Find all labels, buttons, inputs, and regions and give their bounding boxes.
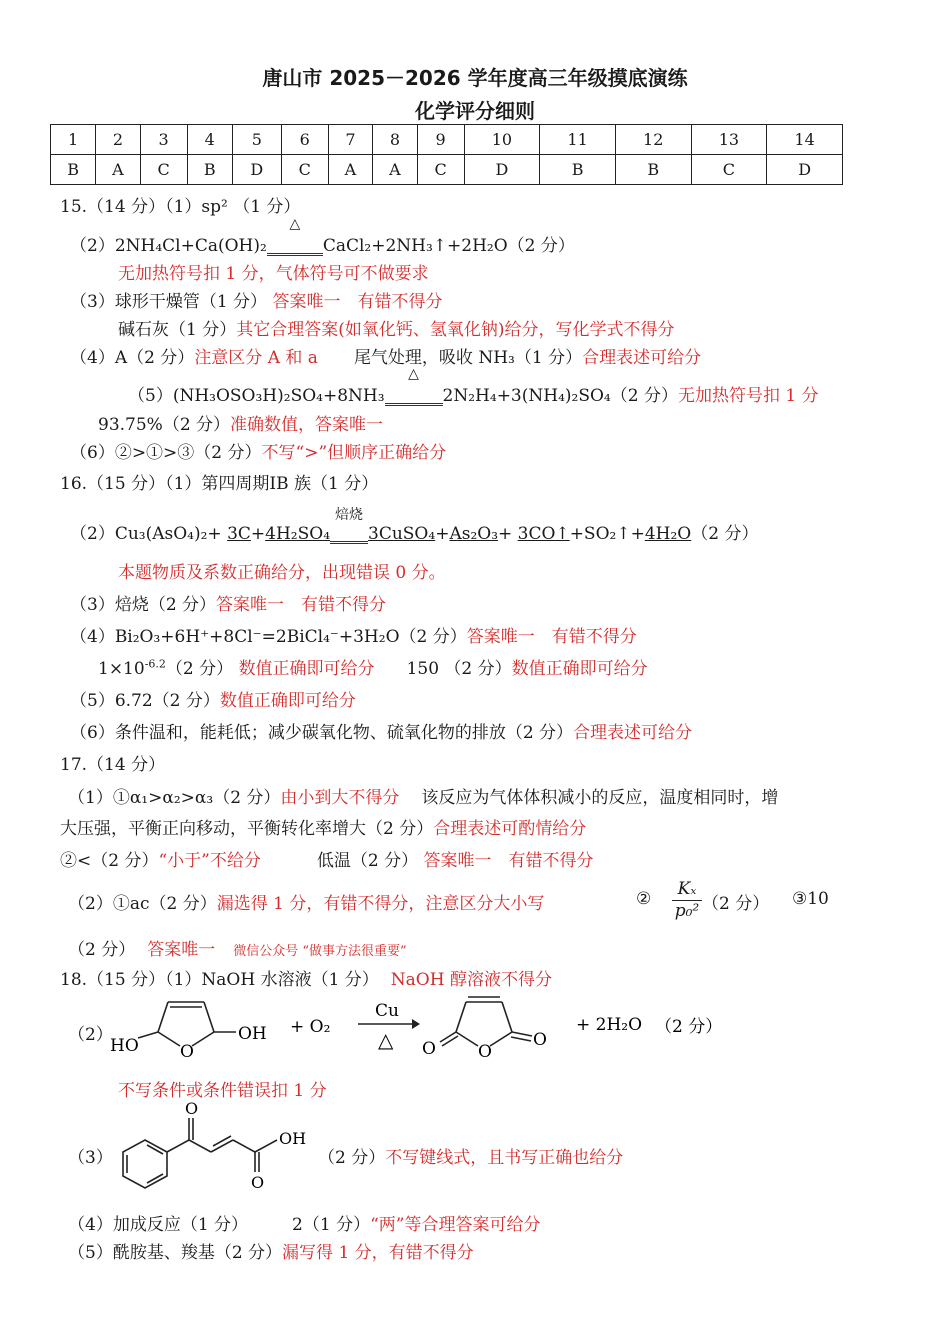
q17-fraction-numerator: Kₓ [672, 879, 702, 901]
q16-note-2: 本题物质及系数正确给分，出现错误 0 分。 [118, 563, 446, 583]
q18-structure-3 [105, 1100, 325, 1195]
q16-eq-as2o3: As₂O₃ [449, 524, 499, 544]
answer-cell: B [615, 155, 691, 185]
answer-cell: A [328, 155, 372, 185]
reactant-ring-oxygen: O [180, 1042, 194, 1062]
q16-answer-5: （5）6.72（2 分） [70, 691, 220, 711]
q18-answer-5: （5）酰胺基、羧基（2 分） [68, 1243, 283, 1263]
q15-note-2: 无加热符号扣 1 分，气体符号可不做要求 [118, 264, 429, 284]
q18-label-2: （2） [68, 1025, 113, 1045]
q16-line-4 [70, 622, 637, 647]
q16-eq-plus: + [435, 524, 450, 544]
plus-o2: + O₂ [290, 1017, 331, 1037]
q17-fraction-denominator: p₀² [674, 901, 700, 921]
q18-score-3: （2 分） [318, 1148, 386, 1168]
q16-note-4: 答案唯一 有错不得分 [466, 627, 637, 647]
q16-eq-part: （2）Cu₃(AsO₄)₂+ [70, 524, 228, 544]
q17-score-2-3: （2 分） [68, 940, 136, 960]
q18-line-1 [60, 965, 552, 990]
q15-answer-4a: （4）A（2 分） [70, 348, 195, 368]
page-title: 唐山市 2025－2026 学年度高三年级摸底演练 [262, 66, 688, 90]
s3-carbonyl-oxygen: O [251, 1173, 265, 1192]
q17-answer-2: ②<（2 分） [60, 851, 159, 871]
q16-note-5: 数值正确即可给分 [219, 691, 356, 711]
q16-line-3 [70, 590, 386, 615]
answer-cell: D [767, 155, 843, 185]
reactant-ho-label: HO [110, 1036, 139, 1056]
q15-line-1: 15.（14 分）（1）sp² （1 分） [60, 197, 301, 217]
q16-note-4b: 数值正确即可给分 [238, 659, 375, 679]
q16-eq-plus: + [498, 524, 518, 544]
q17-line-5 [68, 889, 544, 914]
answer-cell: C [417, 155, 464, 185]
q16-answer-3: （3）焙烧（2 分） [70, 595, 217, 615]
answer-table-answer-row [51, 155, 843, 185]
answer-table-number-row [51, 125, 843, 155]
q15-note-5b: 准确数值，答案唯一 [230, 415, 384, 435]
question-number-cell: 13 [691, 125, 767, 155]
q15-answer-3b: 碱石灰（1 分） [118, 320, 237, 340]
q17-line-2 [68, 783, 778, 808]
q16-condition-text: 焙烧 [335, 507, 364, 523]
q18-note-2: 不写条件或条件错误扣 1 分 [118, 1081, 327, 1101]
product-carbonyl-oxygen-right: O [533, 1030, 547, 1050]
reactant-oh-label: OH [238, 1024, 267, 1044]
heat-triangle-icon: △ [408, 366, 419, 382]
q17-answer-3: 低温（2 分） [316, 851, 419, 871]
q15-note-4a: 注意区分 A 和 a [194, 348, 318, 368]
q17-answer-2-1: （2）①ac（2 分） [68, 894, 217, 914]
answer-cell: D [232, 155, 281, 185]
q16-line-2 [70, 507, 759, 544]
q15-note-3: 答案唯一 有错不得分 [272, 292, 443, 312]
q15-line-6 [70, 438, 446, 463]
answer-table [50, 124, 843, 185]
question-number-cell: 6 [281, 125, 328, 155]
q17-note-4: 答案唯一 有错不得分 [423, 851, 594, 871]
q17-note-2: 合理表述可酌情给分 [433, 819, 587, 839]
page-subtitle: 化学评分细则 [415, 99, 535, 123]
question-number-cell: 1 [51, 125, 96, 155]
q15-eq5-heat-condition [385, 366, 443, 406]
answer-cell: D [464, 155, 540, 185]
q15-line-5 [128, 366, 819, 406]
answer-cell: C [691, 155, 767, 185]
q18-line-4 [68, 1210, 540, 1235]
q15-line-5b [98, 410, 383, 435]
q18-line-5 [68, 1238, 474, 1263]
q16-eq-coef-h2o: 4H₂O [644, 524, 692, 544]
question-number-cell: 14 [767, 125, 843, 155]
heat-triangle-icon: △ [378, 1028, 394, 1052]
q15-answer-4b: 尾气处理，吸收 NH₃（1 分） [353, 348, 583, 368]
product-ring-oxygen: O [478, 1042, 492, 1062]
answer-cell: A [373, 155, 417, 185]
heat-triangle-icon: △ [289, 216, 301, 232]
q18-note-1: NaOH 醇溶液不得分 [390, 970, 552, 990]
q16-eq-coef-h2so4: 4H₂SO₄ [265, 524, 331, 544]
question-number-cell: 3 [140, 125, 187, 155]
q16-note-4c: 数值正确即可给分 [511, 659, 648, 679]
q16-line-5 [70, 686, 356, 711]
question-number-cell: 2 [96, 125, 140, 155]
q15-line-2 [70, 216, 575, 256]
q16-answer-4c: 150 （2 分） [406, 659, 512, 679]
q16-line-4b [98, 654, 648, 679]
question-number-cell: 10 [464, 125, 540, 155]
q16-eq-coef-c: 3C [227, 524, 251, 544]
question-number-cell: 9 [417, 125, 464, 155]
q18-answer-4b: 2（1 分） [292, 1215, 371, 1235]
q16-note-6: 合理表述可给分 [573, 723, 693, 743]
q16-roast-condition [330, 507, 368, 544]
answer-cell: B [540, 155, 616, 185]
product-structure [440, 997, 532, 1046]
q16-eq-coef-cuso4: 3CuSO₄ [368, 524, 436, 544]
answer-cell: B [51, 155, 96, 185]
q16-eq-coef-co: 3CO↑ [517, 524, 570, 544]
q15-equation-reactants: （2）2NH₄Cl+Ca(OH)₂ [70, 236, 267, 256]
q17-line-1: 17.（14 分） [60, 755, 166, 775]
q15-line-3 [70, 287, 442, 312]
q17-fraction [672, 879, 702, 921]
q18-note-5: 漏写得 1 分，有错不得分 [282, 1243, 474, 1263]
q16-line-1: 16.（15 分）（1）第四周期IB 族（1 分） [60, 474, 379, 494]
plus-water: + 2H₂O [576, 1015, 643, 1035]
q15-note-5: 无加热符号扣 1 分 [677, 386, 819, 406]
reactant-structure [138, 1002, 236, 1046]
q16-ksp-exponent: -6.2 [144, 657, 166, 671]
q16-eq-so2: +SO₂↑+ [569, 524, 645, 544]
q17-note-3: “小于”不给分 [158, 851, 261, 871]
answer-cell: C [281, 155, 328, 185]
q17-explanation-1: 该反应为气体体积减小的反应，温度相同时，增 [421, 788, 779, 808]
s3-ketone-oxygen: O [185, 1100, 199, 1118]
q18-note-3: 不写键线式，且书写正确也给分 [385, 1148, 624, 1168]
q17-line-4 [60, 846, 594, 871]
question-number-cell: 11 [540, 125, 616, 155]
q15-note-4b: 合理表述可给分 [582, 348, 702, 368]
q18-label-3: （3） [68, 1148, 113, 1168]
q18-score-2: （2 分） [655, 1017, 723, 1037]
question-number-cell: 4 [187, 125, 232, 155]
watermark-text: 微信公众号 “做事方法很重要” [233, 944, 407, 959]
q15-eq5-reactants: （5）(NH₃OSO₃H)₂SO₄+8NH₃ [128, 386, 385, 406]
q15-line-3b [118, 315, 675, 340]
q18-reaction-scheme [100, 990, 860, 1070]
answer-cell: B [187, 155, 232, 185]
q15-line-4 [70, 343, 701, 368]
q15-note-6: 不写“>”但顺序正确给分 [261, 443, 447, 463]
q17-note-6: 答案唯一 [147, 940, 216, 960]
q17-answer-2-2-label: ② [636, 889, 652, 909]
question-number-cell: 5 [232, 125, 281, 155]
q15-note-3b: 其它合理答案(如氧化钙、氢氧化钠)给分，写化学式不得分 [236, 320, 675, 340]
s3-hydroxyl-label: OH [279, 1129, 307, 1148]
q16-answer-4: （4）Bi₂O₃+6H⁺+8Cl⁻=2BiCl₄⁻+3H₂O（2 分） [70, 627, 467, 647]
q17-note-1: 由小到大不得分 [280, 788, 400, 808]
q18-answer-4a: （4）加成反应（1 分） [68, 1215, 249, 1235]
q16-eq-plus: + [250, 524, 266, 544]
q16-answer-6: （6）条件温和，能耗低；减少碳氧化物、硫氧化物的排放（2 分） [70, 723, 574, 743]
q16-line-6 [70, 718, 692, 743]
q17-note-5: 漏选得 1 分，有错不得分，注意区分大小写 [216, 894, 545, 914]
answer-cell: A [96, 155, 140, 185]
q15-answer-6: （6）②>①>③（2 分） [70, 443, 262, 463]
q16-note-3: 答案唯一 有错不得分 [216, 595, 387, 615]
q16-score-4b: （2 分） [165, 659, 234, 679]
q17-answer-1: （1）①α₁>α₂>α₃（2 分） [68, 788, 281, 808]
arrow-condition-cu: Cu [375, 1001, 399, 1021]
q15-answer-5b: 93.75%（2 分） [98, 415, 231, 435]
q18-answer-1: 18.（15 分）（1）NaOH 水溶液（1 分） [60, 970, 379, 990]
q16-eq-score: （2 分） [691, 524, 759, 544]
q17-line-6 [68, 935, 407, 960]
question-number-cell: 8 [373, 125, 417, 155]
q16-ksp-base: 1×10 [98, 659, 145, 679]
q17-line-3 [60, 814, 586, 839]
answer-cell: C [140, 155, 187, 185]
q17-score-2-2: （2 分） [702, 894, 770, 914]
question-number-cell: 7 [328, 125, 372, 155]
q17-answer-2-3: ③10 [792, 889, 829, 909]
q15-answer-3: （3）球形干燥管（1 分） [70, 292, 268, 312]
q18-note-4: “两”等合理答案可给分 [370, 1215, 541, 1235]
q17-explanation-2: 大压强，平衡正向移动，平衡转化率增大（2 分） [60, 819, 434, 839]
q15-eq5-products: 2N₂H₄+3(NH₄)₂SO₄（2 分） [442, 386, 678, 406]
product-carbonyl-oxygen-left: O [422, 1039, 436, 1059]
q15-heat-condition [267, 216, 323, 256]
q18-line-3 [318, 1143, 623, 1168]
q15-equation-products: CaCl₂+2NH₃↑+2H₂O（2 分） [322, 236, 575, 256]
question-number-cell: 12 [615, 125, 691, 155]
